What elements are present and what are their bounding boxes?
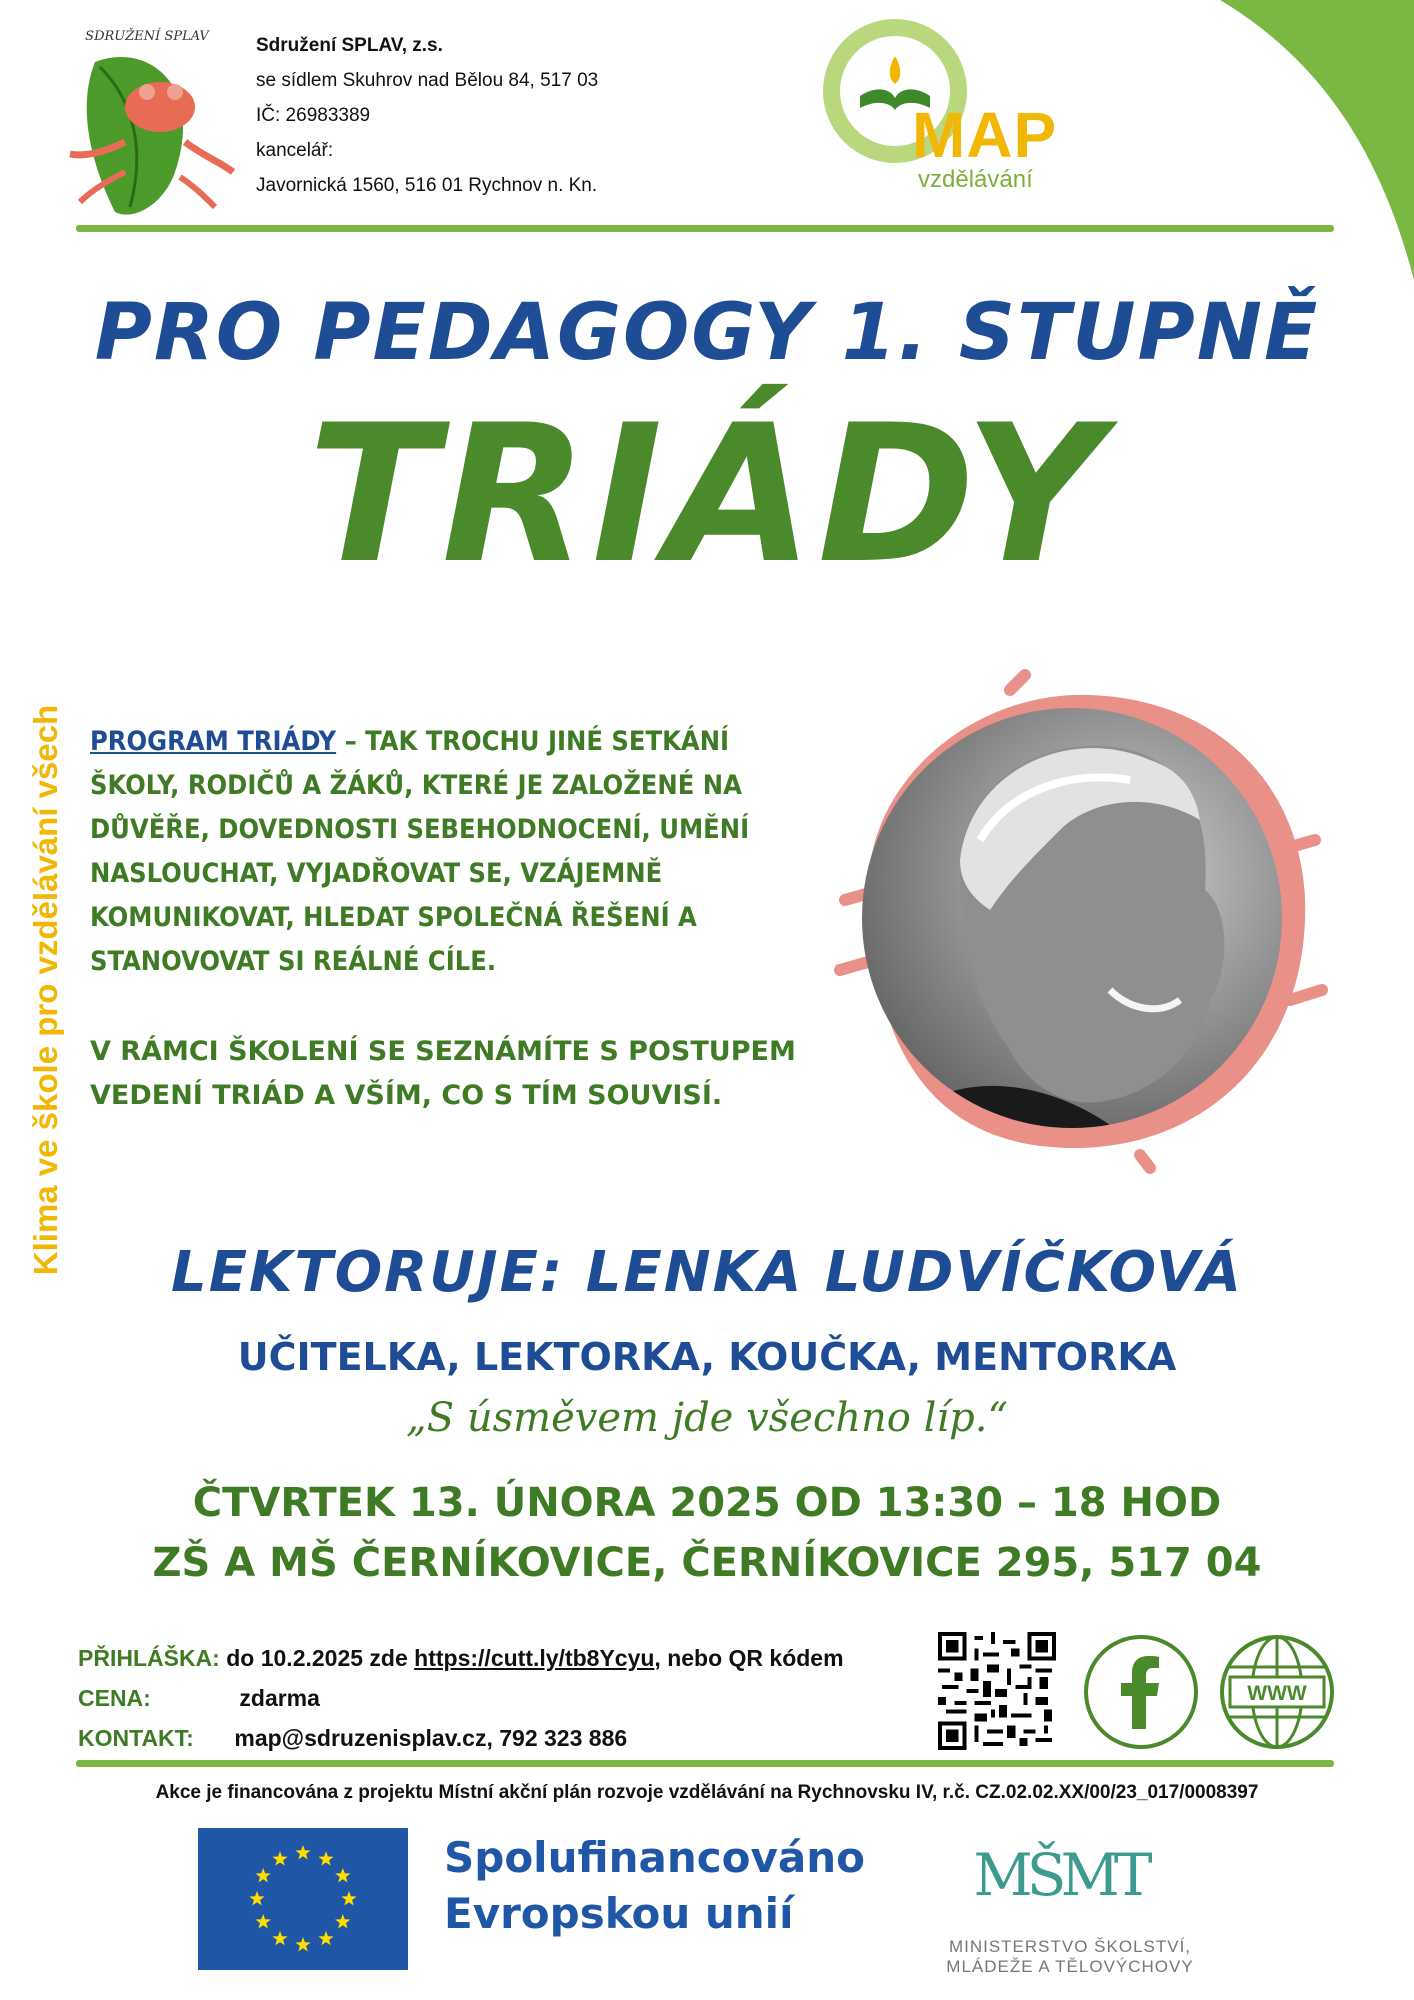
map-logo-title: MAP [912,99,1058,171]
program-description-text: – TAK TROCHU JINÉ SETKÁNÍ ŠKOLY, RODIČŮ A ŽÁKŮ, KTERÉ JE ZALOŽENÉ NA DŮVĚŘE, DOVEDNOSTI SEBEHODNOCENÍ, UMĚNÍ NASLOUCHAT, VYJADŘOVAT SE, VZÁJEMNĚ KOMUNIKOVAT, HLEDAT SPOLEČNÁ ŘEŠENÍ A STANOVOVAT SI REÁLNÉ CÍLE. [90,726,750,977]
office-address: Javornická 1560, 516 01 Rychnov n. Kn. [256,175,598,196]
price-label: CENA: [78,1685,151,1711]
msmt-logo-text: MŠMT [973,1841,1147,1909]
contact-row [78,1718,938,1758]
footer-divider [76,1760,1334,1767]
eu-flag-icon [198,1828,408,1970]
msmt-text [900,1937,1240,1977]
program-description [90,720,810,984]
splav-frog-logo [55,22,240,227]
map-logo [820,16,1080,196]
registration-qr-note: , nebo QR kódem [654,1645,844,1671]
side-text-container [18,650,74,1330]
lecturer-roles: UČITELKA, LEKTORKA, KOUČKA, MENTORKA [237,1335,1177,1379]
org-name: Sdružení SPLAV, z.s. [256,35,443,56]
msmt-line2: MLÁDEŽE A TĚLOVÝCHOVY [946,1957,1194,1976]
event-date: ČTVRTEK 13. ÚNORA 2025 OD 13:30 – 18 HOD [192,1480,1222,1526]
splav-logo-text: SDRUŽENÍ SPLAV [85,29,209,44]
program-name-highlight: PROGRAM TRIÁDY [90,726,337,757]
eu-text-line2: Evropskou unií [444,1889,794,1938]
lecturer-motto: „S úsměvem jde všechno líp.“ [406,1395,1008,1441]
registration-qr-code[interactable] [938,1632,1056,1750]
contact-value[interactable]: map@sdruzenisplav.cz, 792 323 886 [234,1725,628,1751]
eu-text-line1: Spolufinancováno [444,1833,865,1882]
event-title: TRIÁDY [307,384,1107,605]
registration-row [78,1638,938,1678]
registration-label: PŘIHLÁŠKA: [78,1645,220,1671]
www-icon[interactable] [1218,1633,1336,1751]
price-row [78,1678,938,1718]
org-address: se sídlem Skuhrov nad Bělou 84, 517 03 [256,70,599,91]
registration-link[interactable]: https://cutt.ly/tb8Ycyu [414,1645,655,1671]
price-value: zdarma [239,1685,320,1711]
target-audience-heading: PRO PEDAGOGY 1. STUPNĚ [94,288,1320,378]
msmt-line1: MINISTERSTVO ŠKOLSTVÍ, [948,1937,1192,1956]
map-logo-subtitle: vzdělávání [918,166,1033,193]
eu-cofinanced-text [444,1830,864,1942]
side-project-label: Klima ve škole pro vzdělávání všech [27,704,64,1276]
header-divider [76,225,1334,232]
funding-statement: Akce je financována z projektu Místní akční plán rozvoje vzdělávání na Rychnovsku IV, r.č. CZ.02.02.XX/00/23_017/0008397 [155,1782,1259,1803]
msmt-logo [973,1825,1147,1935]
registration-deadline: do 10.2.2025 zde [226,1645,415,1671]
contact-block [78,1638,938,1758]
www-label: WWW [1247,1682,1307,1705]
training-info: V RÁMCI ŠKOLENÍ SE SEZNÁMÍTE S POSTUPEM VEDENÍ TRIÁD A VŠÍM, CO S TÍM SOUVISÍ. [90,1036,796,1111]
organization-info [256,28,676,203]
lecturer-name: LEKTORUJE: LENKA LUDVÍČKOVÁ [171,1240,1243,1305]
org-ico: IČ: 26983389 [256,105,371,126]
office-label: kancelář: [256,140,334,161]
contact-label: KONTAKT: [78,1725,194,1751]
lecturer-photo [810,670,1330,1170]
event-venue: ZŠ A MŠ ČERNÍKOVICE, ČERNÍKOVICE 295, 517 04 [152,1540,1262,1586]
facebook-icon[interactable] [1082,1633,1200,1751]
corner-swoosh [1180,0,1414,280]
